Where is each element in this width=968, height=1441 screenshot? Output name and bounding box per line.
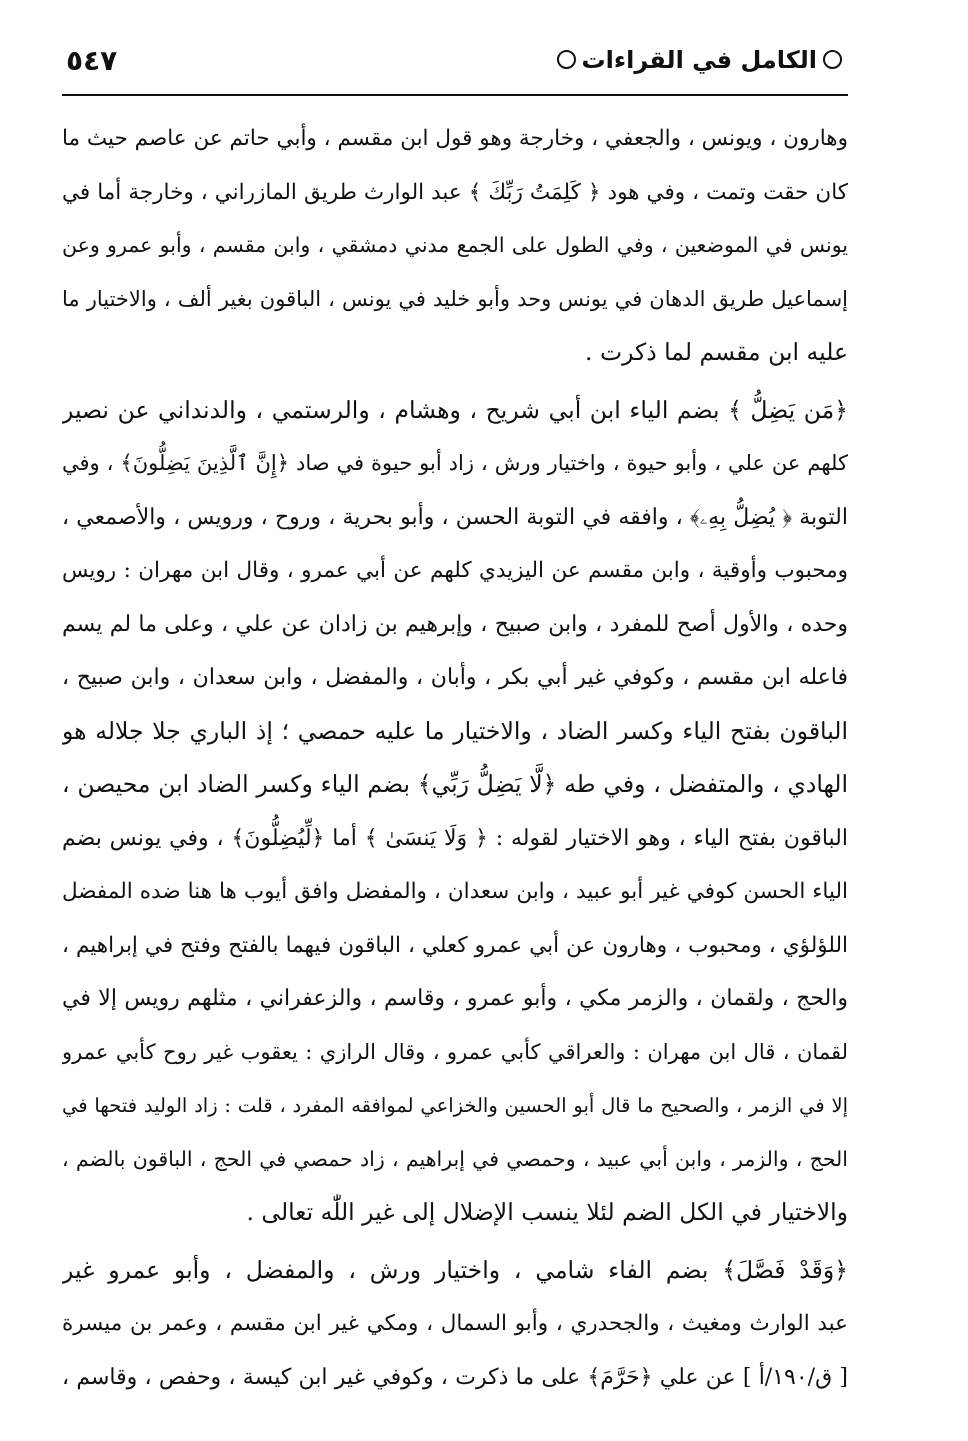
page-body <box>62 112 848 1404</box>
text-line: كان حقت وتمت ، وفي هود ﴿ كَلِمَتُ رَبِّكَ ﴾ عبد الوارث طريق المازراني ، وخارجة أما في <box>62 179 848 205</box>
text-line: عبد الوارث ومغيث ، والجحدري ، وأبو السمال ، ومكي غير ابن مقسم ، وعمر بن ميسرة <box>62 1311 848 1336</box>
text-line: وحده ، والأول أصح للمفرد ، وابن صبيح ، وإبرهيم بن زادان عن علي ، وعلى ما لم يسم <box>62 611 848 637</box>
text-line: فاعله ابن مقسم ، وكوفي غير أبي بكر ، وأبان ، والمفضل ، وابن سعدان ، وابن صبيح ، <box>62 665 848 690</box>
header-divider <box>62 94 848 96</box>
text-line: ﴿مَن يَضِلُّ ﴾ بضم الياء ابن أبي شريح ، وهشام ، والرستمي ، والدنداني عن نصير <box>62 395 848 424</box>
text-line: عليه ابن مقسم لما ذكرت . <box>585 338 848 366</box>
text-line: والحج ، ولقمان ، والزمر مكي ، وأبو عمرو ، وقاسم ، والزعفراني ، مثلهم رويس إلا في <box>62 986 848 1011</box>
page-header <box>62 38 848 96</box>
paragraph <box>62 384 848 1240</box>
text-line: الباقون بفتح الياء ، وهو الاختيار لقوله : ﴿ وَلَا يَنسَىٰ ﴾ أما ﴿لِّيُضِلُّونَ﴾ ، وفي يونس بضم <box>62 825 848 851</box>
text-line: كلهم عن علي ، وأبو حيوة ، واختيار ورش ، زاد أبو حيوة في صاد ﴿إِنَّ ٱلَّذِينَ يَضِلُّونَ﴾ ، وفي <box>62 451 848 475</box>
text-line: إلا في الزمر ، والصحيح ما قال أبو الحسين والخزاعي لموافقه المفرد ، قلت : زاد الوليد فتحها في <box>62 1094 848 1117</box>
text-line: لقمان ، قال ابن مهران : والعراقي كأبي عمرو ، وقال الرازي : يعقوب غير روح كأبي عمرو <box>62 1039 848 1064</box>
text-line: ﴿وَقَدْ فَصَّلَ﴾ بضم الفاء شامي ، واختيار ورش ، والمفضل ، وأبو عمرو غير <box>62 1255 848 1284</box>
text-line: [ ق/١٩٠/أ ] عن علي ﴿حَرَّمَ﴾ على ما ذكرت ، وكوفي غير ابن كيسة ، وحفص ، وقاسم ، <box>62 1364 848 1390</box>
circle-ornament-icon <box>557 50 576 69</box>
text-line: إسماعيل طريق الدهان في يونس وحد وأبو خليد في يونس ، الباقون بغير ألف ، والاختيار ما <box>62 286 848 311</box>
page-number: ٥٤٧ <box>66 44 118 77</box>
text-line: الباقون بفتح الياء وكسر الضاد ، والاختيار ما عليه حمصي ؛ إذ الباري جلا جلاله هو <box>62 716 848 745</box>
text-line: الحج ، والزمر ، وابن أبي عبيد ، وحمصي في إبراهيم ، زاد حمصي في الحج ، الباقون بالضم ، <box>62 1146 848 1171</box>
circle-ornament-icon <box>823 50 842 69</box>
text-line: يونس في الموضعين ، وفي الطول على الجمع مدني دمشقي ، وابن مقسم ، وأبو عمرو وعن <box>62 233 848 257</box>
paragraph <box>62 112 848 380</box>
running-title <box>551 46 848 74</box>
text-line: التوبة ﴿ يُضِلُّ بِهِۦ﴾ ، وافقه في التوبة الحسن ، وأبو بحرية ، وروح ، ورويس ، والأصمعي ، <box>62 504 848 530</box>
running-title-text: الكامل في القراءات <box>581 46 817 74</box>
text-line: اللؤلؤي ، ومحبوب ، وهارون عن أبي عمرو كعلي ، الباقون فيهما بالفتح وفتح في إبراهيم ، <box>62 932 848 958</box>
paragraph <box>62 1244 848 1405</box>
text-line: الهادي ، والمتفضل ، وفي طه ﴿لَّا يَضِلُّ رَبِّي﴾ بضم الياء وكسر الضاد ابن محيصن ، <box>62 770 848 798</box>
text-line: ومحبوب وأوقية ، وابن مقسم عن اليزيدي كلهم عن أبي عمرو ، وقال ابن مهران : رويس <box>62 558 848 583</box>
text-line: والاختيار في الكل الضم لئلا ينسب الإضلال إلى غير اللّٰه تعالى . <box>246 1198 848 1226</box>
text-line: وهارون ، ويونس ، والجعفي ، وخارجة وهو قول ابن مقسم ، وأبي حاتم عن عاصم حيث ما <box>62 126 848 151</box>
text-line: الياء الحسن كوفي غير أبو عبيد ، وابن سعدان ، والمفضل وافق أيوب ها هنا ضده المفضل <box>62 879 848 904</box>
